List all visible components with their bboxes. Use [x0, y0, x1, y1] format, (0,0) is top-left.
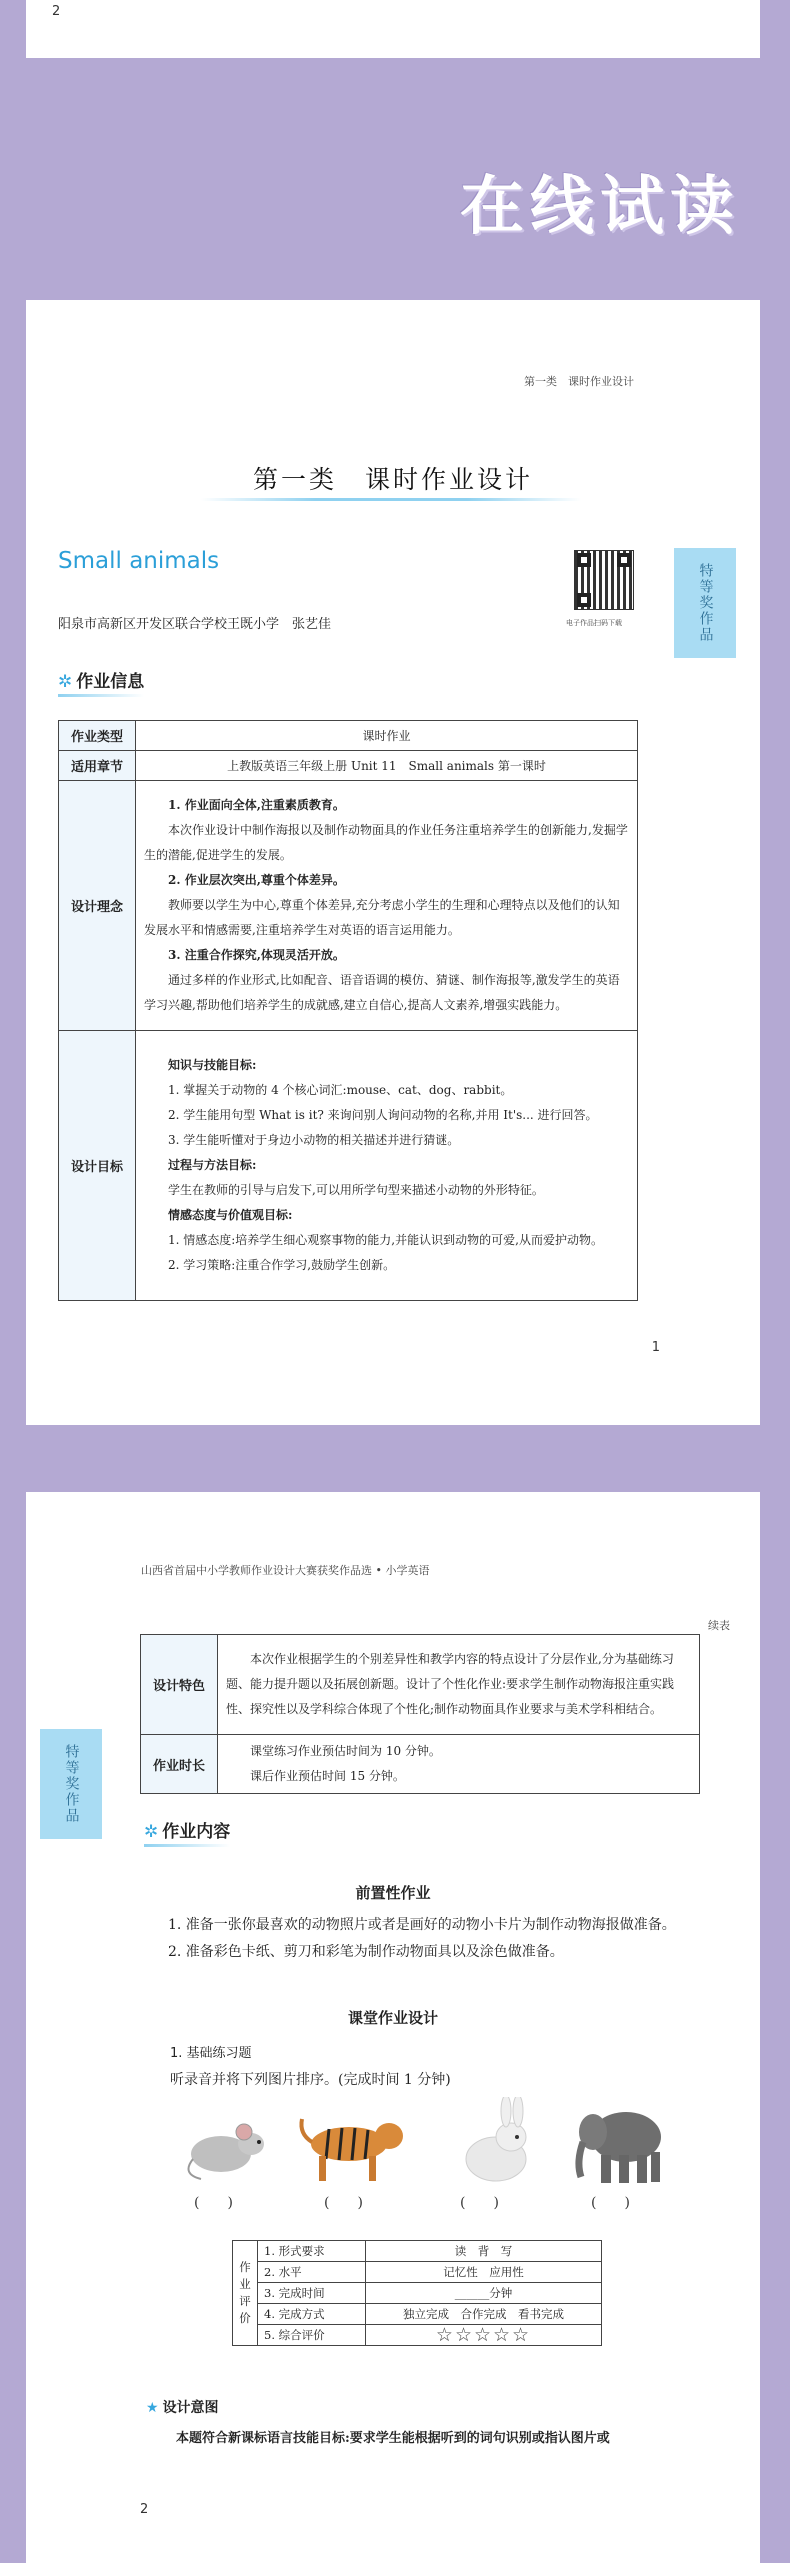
body-line: 教师要以学生为中心,尊重个体差异,充分考虑小学生的生理和心理特点以及他们的认知发展水平和情感需要,注重培养学生对英语的语言运用能力。 [144, 898, 620, 937]
preview-banner: 在线试读 [460, 170, 740, 244]
eval-row-value: 独立完成 合作完成 看书完成 [366, 2304, 602, 2325]
chapter-value: 上教版英语三年级上册 Unit 11 Small animals 第一课时 [136, 751, 638, 781]
pre-homework-title: 前置性作业 [355, 1884, 431, 1902]
mouse-image [181, 2104, 276, 2184]
body-line: 2. 学习策略:注重合作学习,鼓励学生创新。 [168, 1258, 396, 1272]
running-head: 山西省首届中小学教师作业设计大赛获奖作品选 • 小学英语 [141, 1564, 430, 1577]
pre-item: 2. 准备彩色卡纸、剪刀和彩笔为制作动物面具以及涂色做准备。 [168, 1944, 564, 1960]
sparkle-icon: ✲ [144, 1822, 159, 1842]
subheading-line: 2. 作业层次突出,尊重个体差异。 [168, 873, 345, 887]
feature-text: 本次作业根据学生的个别差异性和教学内容的特点设计了分层作业,分为基础练习题、能力提升题以及拓展创新题。设计了个性化作业:要求学生制作动物海报注重实践性、探究性以及学科综合体现了个性化;制作动物面具作业要求与美术学科相结合。 [226, 1652, 675, 1716]
section-content-label: 作业内容 [162, 1822, 231, 1842]
category-title: 第一类 课时作业设计 [252, 465, 533, 494]
exercise-title: 1. 基础练习题 [170, 2046, 252, 2061]
duration-cell [218, 1735, 700, 1794]
eval-row-label: 5. 综合评价 [258, 2325, 366, 2346]
evaluation-side-label: 作业评价 [233, 2241, 258, 2346]
subheading-line: 过程与方法目标: [168, 1158, 257, 1172]
running-head: 第一类 课时作业设计 [524, 375, 634, 388]
page-number: 2 [52, 4, 61, 19]
intent-heading [146, 2397, 219, 2417]
body-line: 本次作业设计中制作海报以及制作动物面具的作业任务注重培养学生的创新能力,发掘学生的潜能,促进学生的发展。 [144, 823, 628, 862]
duration-line: 课后作业预估时间 15 分钟。 [250, 1769, 405, 1783]
section-info-heading [58, 667, 144, 697]
evaluation-table [232, 2240, 602, 2346]
page-number: 2 [140, 2502, 149, 2517]
eval-row-value: 记忆性 应用性 [366, 2262, 602, 2283]
page-strip-top [26, 0, 760, 58]
star-rating[interactable]: ☆☆☆☆☆ [366, 2325, 602, 2346]
qr-caption: 电子作品扫码下载 [566, 619, 622, 627]
duration-label: 作业时长 [141, 1735, 218, 1794]
author-line: 阳泉市高新区开发区联合学校王既小学 张艺佳 [58, 617, 332, 632]
rabbit-image [451, 2097, 541, 2187]
feature-cell [218, 1635, 700, 1735]
concept-label: 设计理念 [59, 781, 136, 1031]
body-line: 1. 情感态度:培养学生细心观察事物的能力,并能认识到动物的可爱,从而爱护动物。 [168, 1233, 603, 1247]
eval-row-label: 2. 水平 [258, 2262, 366, 2283]
continued-label: 续表 [708, 1619, 730, 1632]
subheading-line: 1. 作业面向全体,注重素质教育。 [168, 798, 345, 812]
intent-text: 本题符合新课标语言技能目标:要求学生能根据听到的词句识别或指认图片或 [176, 2431, 610, 2446]
answer-blank[interactable]: ( ) [460, 2195, 499, 2211]
subheading-line: 3. 注重合作探究,体现灵活开放。 [168, 948, 345, 962]
qr-code[interactable] [574, 550, 634, 610]
page-2 [26, 1492, 760, 2563]
chapter-label: 适用章节 [59, 751, 136, 781]
duration-line: 课堂练习作业预估时间为 10 分钟。 [250, 1744, 441, 1758]
pre-homework-list [140, 1912, 720, 1966]
page-number: 1 [651, 1340, 660, 1355]
pre-item: 1. 准备一张你最喜欢的动物照片或者是画好的动物小卡片为制作动物海报做准备。 [168, 1917, 676, 1933]
eval-row-value[interactable]: ______分钟 [366, 2283, 602, 2304]
exercise-instruction: 听录音并将下列图片排序。(完成时间 1 分钟) [170, 2072, 451, 2088]
subheading-line: 情感态度与价值观目标: [168, 1208, 293, 1222]
body-line: 通过多样的作业形式,比如配音、语音语调的模仿、猜谜、制作海报等,激发学生的英语学习兴趣,帮助他们培养学生的成就感,建立自信心,提高人文素养,增强实践能力。 [144, 973, 620, 1012]
subheading-line: 知识与技能目标: [168, 1058, 257, 1072]
body-line: 1. 掌握关于动物的 4 个核心词汇:mouse、cat、dog、rabbit。 [168, 1083, 513, 1097]
concept-cell [136, 781, 638, 1031]
answer-blank[interactable]: ( ) [324, 2195, 363, 2211]
section-content-heading [144, 1817, 230, 1847]
page-1 [26, 300, 760, 1425]
award-tag: 特等奖作品 [674, 548, 736, 658]
type-label: 作业类型 [59, 721, 136, 751]
info-table [58, 720, 638, 1301]
award-tag: 特等奖作品 [40, 1729, 102, 1839]
body-line: 3. 学生能听懂对于身边小动物的相关描述并进行猜谜。 [168, 1133, 460, 1147]
eval-row-label: 4. 完成方式 [258, 2304, 366, 2325]
intent-label: 设计意图 [162, 2400, 219, 2416]
eval-row-value: 读 背 写 [366, 2241, 602, 2262]
section-info-label: 作业信息 [76, 672, 145, 692]
goal-cell [136, 1031, 638, 1301]
elephant-image [571, 2097, 671, 2187]
continued-table [140, 1634, 700, 1794]
article-title: Small animals [58, 548, 220, 574]
body-line: 学生在教师的引导与启发下,可以用所学句型来描述小动物的外形特征。 [168, 1183, 544, 1197]
tiger-image [294, 2104, 409, 2184]
star-icon: ★ [146, 2400, 159, 2416]
sparkle-icon: ✲ [58, 672, 73, 692]
body-line: 2. 学生能用句型 What is it? 来询问别人询问动物的名称,并用 It's... 进行回答。 [168, 1108, 598, 1122]
eval-row-label: 3. 完成时间 [258, 2283, 366, 2304]
answer-blank[interactable]: ( ) [591, 2195, 630, 2211]
eval-row-label: 1. 形式要求 [258, 2241, 366, 2262]
type-value: 课时作业 [136, 721, 638, 751]
goal-label: 设计目标 [59, 1031, 136, 1301]
class-homework-title: 课堂作业设计 [347, 2009, 438, 2027]
title-underline [201, 498, 581, 501]
answer-blank[interactable]: ( ) [194, 2195, 233, 2211]
feature-label: 设计特色 [141, 1635, 218, 1735]
